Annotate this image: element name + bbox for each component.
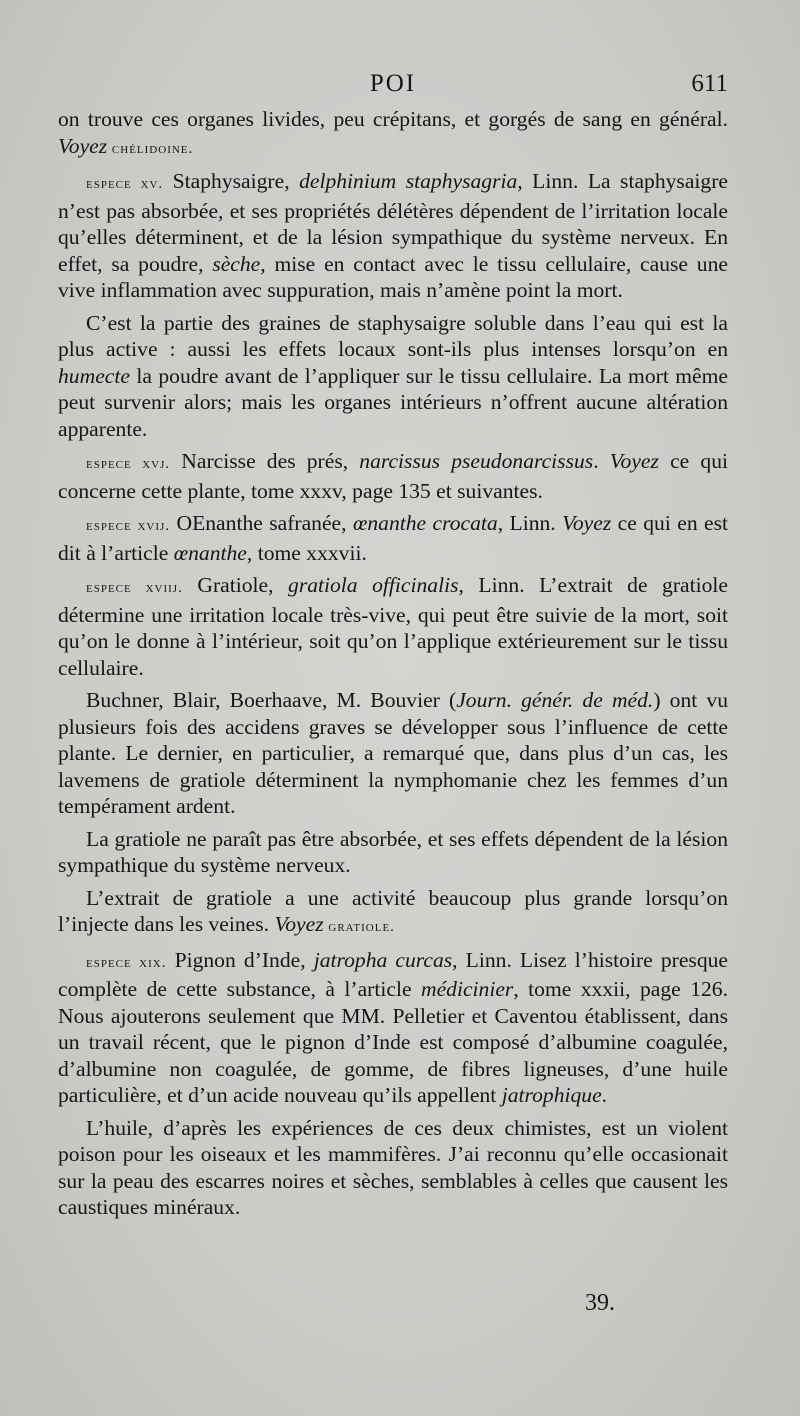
paragraph xyxy=(58,310,728,443)
italic-text: jatropha curcas xyxy=(313,947,453,972)
text-segment: . xyxy=(601,1083,608,1107)
paragraph xyxy=(58,572,728,681)
body-text xyxy=(58,106,728,1221)
paragraph xyxy=(58,947,728,1109)
text-segment: . xyxy=(593,449,610,473)
small-caps-text: gratiole. xyxy=(323,919,395,935)
text-segment: la poudre avant de l’appliquer sur le tissu cellulaire. La mort même peut survenir alors; mais les organes intérieurs n’offrent aucune altération apparente. xyxy=(58,363,728,441)
text-segment: Pignon d’Inde, xyxy=(166,947,314,972)
small-caps-text: chélidoine. xyxy=(107,140,194,157)
running-head: POI xyxy=(369,70,417,97)
italic-text: Voyez xyxy=(58,133,108,158)
text-segment: , Linn. xyxy=(497,511,563,535)
paragraph xyxy=(58,826,728,879)
text-segment: Staphysaigre, xyxy=(163,169,300,193)
italic-text: Voyez xyxy=(274,912,324,936)
page-header xyxy=(58,70,728,104)
text-segment: Narcisse des prés, xyxy=(170,449,360,473)
italic-text: humecte xyxy=(58,363,130,388)
italic-text: œnanthe xyxy=(173,540,247,565)
text-segment: C’est la partie des graines de staphysaigre soluble dans l’eau qui est la plus active : aussi les effets locaux sont-ils plus intenses lorsqu’on en xyxy=(58,310,728,361)
text-segment: OEnanthe safranée, xyxy=(170,511,353,535)
italic-text: œnanthe crocata xyxy=(352,511,498,535)
small-caps-text: espece xv. xyxy=(86,176,164,192)
italic-text: sèche xyxy=(212,251,261,276)
text-segment: Gratiole, xyxy=(182,573,289,597)
text-segment: , mise en contact avec le tissu cellulaire, cause une vive inflammation avec suppuration, mais n’amène point la mort. xyxy=(58,251,728,302)
text-segment: , Linn. Lisez l’histoire presque complète de cette substance, à l’article xyxy=(58,947,728,1001)
italic-text: gratiola officinalis xyxy=(288,573,459,597)
paragraph xyxy=(58,510,728,566)
italic-text: narcissus pseudonarcissus xyxy=(359,449,594,473)
text-segment: ce qui concerne cette plante, tome xxxv, page 135 et suivantes. xyxy=(58,449,728,503)
text-segment: ) ont vu plusieurs fois des accidens graves se développer sous l’influence de cette plante. Le dernier, en particulier, a remarqué que, dans plus d’un cas, les lavemens de gratiole déterminent la nymphomanie chez les femmes d’un tempérament ardent. xyxy=(58,688,728,818)
page-number: 611 xyxy=(691,70,728,97)
small-caps-text: espece xix. xyxy=(86,954,167,971)
small-caps-text: espece xvj. xyxy=(86,456,171,472)
text-segment: L’huile, d’après les expériences de ces deux chimistes, est un violent poison pour les oiseaux et les mammifères. J’ai reconnu qu’elle occasionait sur la peau des escarres noires et sèches, semblables à celles que causent les caustiques minéraux. xyxy=(58,1115,728,1219)
italic-text: Voyez xyxy=(562,511,612,535)
paragraph xyxy=(58,106,728,162)
signature-mark: 39. xyxy=(585,1290,615,1316)
text-segment: on trouve ces organes livides, peu crépitans, et gorgés de sang en général. xyxy=(58,107,728,131)
paragraph xyxy=(58,168,728,304)
text-segment: , Linn. La staphysaigre n’est pas absorbée, et ses propriétés délétères dépendent de l’irritation locale qu’elles déterminent, et de la lésion sympathique du système nerveux. En effet, sa poudre, xyxy=(58,169,728,276)
text-segment: L’extrait de gratiole a une activité beaucoup plus grande lorsqu’on l’injecte dans les veines. xyxy=(58,885,728,936)
text-segment: , Linn. L’extrait de gratiole détermine une irritation locale très-vive, qui peut être suivie de la mort, soit qu’on le donne à l’intérieur, soit qu’on l’applique extérieurement sur le tissu cellulaire. xyxy=(58,573,728,680)
italic-text: jatrophique xyxy=(501,1083,602,1107)
text-segment: La gratiole ne paraît pas être absorbée, et ses effets dépendent de la lésion sympathique du système nerveux. xyxy=(58,826,728,877)
paragraph xyxy=(58,687,728,820)
paragraph xyxy=(58,1115,728,1221)
italic-text: Journ. génér. de méd. xyxy=(456,688,654,712)
italic-text: delphinium staphysagria xyxy=(299,169,518,193)
paragraph xyxy=(58,448,728,504)
text-segment: Buchner, Blair, Boerhaave, M. Bouvier ( xyxy=(86,688,457,712)
text-segment: , tome xxxii, page 126. Nous ajouterons seulement que MM. Pelletier et Caventou établissent, dans un travail récent, que le pignon d’Inde est composé d’albumine coagulée, d’albumine non coagulée, de gomme, de fibres ligneuses, d’une huile particulière, et d’un acide nouveau qu’ils appellent xyxy=(58,977,728,1107)
paragraph xyxy=(58,885,728,941)
small-caps-text: espece xviij. xyxy=(86,580,183,596)
italic-text: médicinier xyxy=(420,977,514,1001)
text-segment: ce qui en est dit à l’article xyxy=(58,511,729,565)
text-segment: , tome xxxvii. xyxy=(246,540,367,565)
italic-text: Voyez xyxy=(609,449,659,473)
small-caps-text: espece xvij. xyxy=(86,518,171,534)
